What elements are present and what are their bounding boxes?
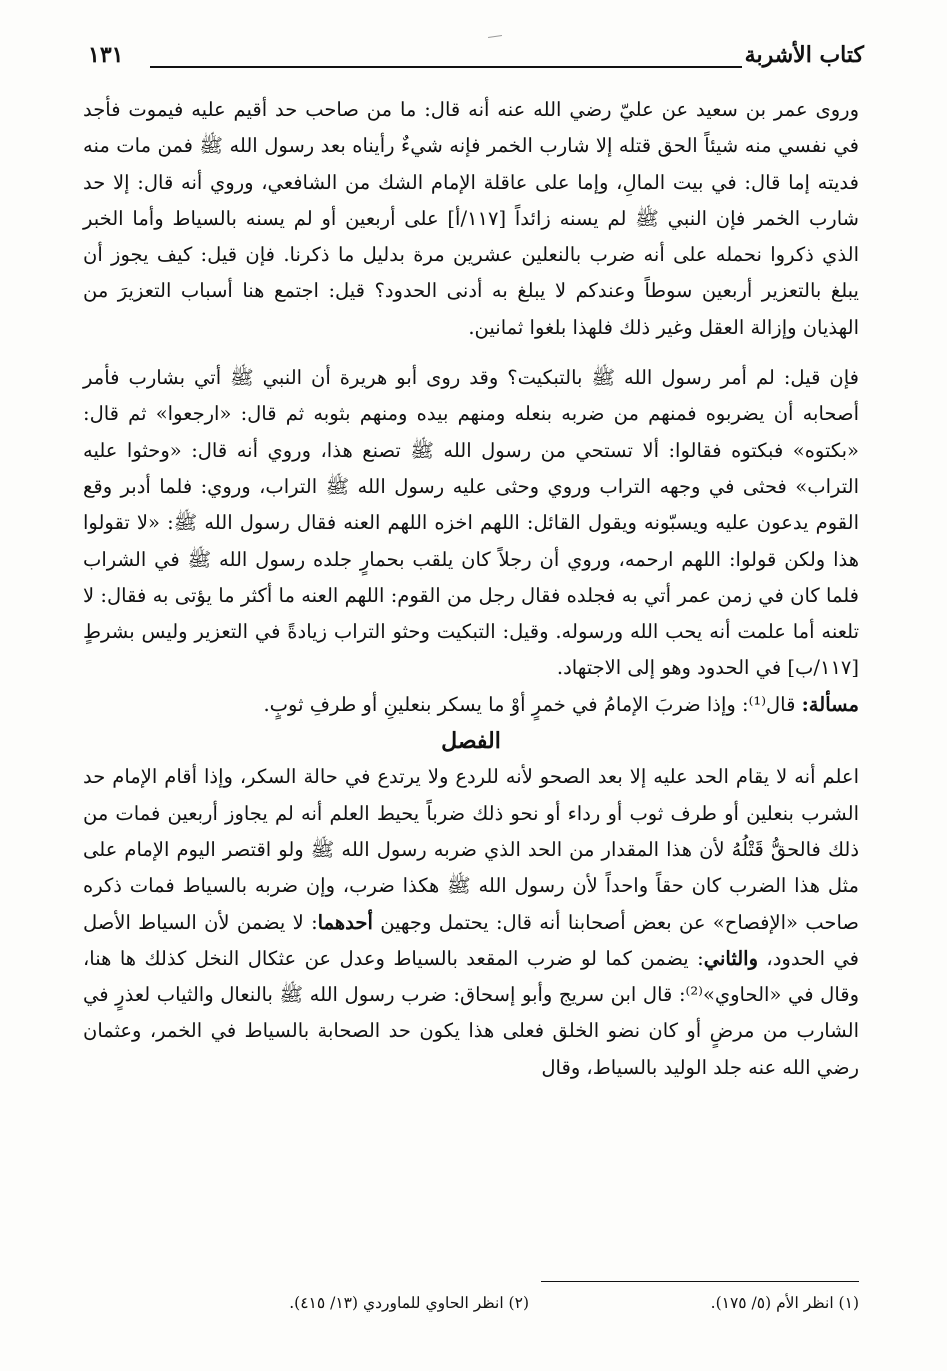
footnote-1: (١) انظر الأم (٥/ ١٧٥). <box>710 1294 859 1312</box>
page-header <box>88 42 864 82</box>
paragraph-3-end: : يضمن كما لو ضرب المقعد بالسياط وعدل عن عثكال النخل كذلك ها هنا، وقال في «الحاوي»⁽²⁾: قال ابن سريج وأبو إسحاق: ضرب رسول الله ﷺ بالنعال والثياب لعذرٍ في الشارب من مرضٍ أو كان نضو الخلق فعلى هذا يكون حد الصحابة بالسياط في الخمر، وعثمان رضي الله عنه جلد الوليد بالسياط، وقال <box>83 946 859 1079</box>
section-title: الفصل <box>441 728 501 755</box>
scan-mark <box>488 35 502 38</box>
paragraph-2: فإن قيل: لم أمر رسول الله ﷺ بالتبكيت؟ وقد روى أبو هريرة أن النبي ﷺ أتي بشارب فأمر أصحابه أن يضربوه فمنهم من ضربه بنعله ومنهم بيده ومنهم بثوبه ثم قال: «ارجعوا» ثم قال: «بكتوه» فبكتوه فقالوا: ألا تستحي من رسول الله ﷺ تصنع هذا، وروي أنه قال: «وحثوا عليه التراب» فحثى في وجهه التراب وروي وحثى عليه رسول الله ﷺ التراب، وروي: فلما أدبر وقع القوم يدعون عليه ويسبّونه ويقول القائل: اللهم اخزه اللهم العنه فقال رسول الله ﷺ: «لا تقولوا هذا ولكن قولوا: اللهم ارحمه، وروي أن رجلاً كان يلقب بحمارٍ جلده رسول الله ﷺ في الشراب فلما كان في زمن عمر أتي به فجلده فقال رجل من القوم: اللهم العنه ما أكثر ما يؤتى به فقال: لا تلعنه أما علمت أنه يحب الله ورسوله. وقيل: التبكيت وحثو التراب زيادةً في التعزير وليس بشرطٍ [١١٧/ب] في الحدود وهو إلى الاجتهاد. <box>83 366 859 680</box>
issue-text: قال⁽¹⁾: وإذا ضربَ الإمامُ في خمرٍ أوْ ما يسكر بنعلينِ أو طرفِ ثوبٍ. <box>263 692 802 716</box>
paragraph-3 <box>83 759 859 1086</box>
footnote-rule <box>541 1281 859 1282</box>
paragraph-3-start: اعلم أنه لا يقام الحد عليه إلا بعد الصحو لأنه للردع ولا يرتدع في حالة السكر، وإذا أقام الإمام حد الشرب بنعلين أو طرف ثوب أو رداء أو نحو ذلك ضرباً يحيط العلم أنه لم يجاوز أربعين فمات من ذلك فالحقُّ قَتْلُهُ لأن هذا المقدار من الحد الذي ضربه رسول الله ﷺ ولو اقتصر اليوم الإمام على مثل هذا الضرب كان حقاً واحداً لأن رسول الله ﷺ هكذا ضرب، وإن ضربه بالسياط فمات ذكره صاحب «الإفصاح» عن بعض أصحابنا أنه قال: يحتمل وجهين <box>83 765 859 934</box>
bold-term-second: والثاني <box>703 946 759 970</box>
paragraph-gap <box>83 346 859 360</box>
paragraph-1: وروى عمر بن سعيد عن عليّ رضي الله عنه أنه قال: ما من صاحب حد أقيم عليه فيموت فأجد في نفسي منه شيئاً الحق قتله إلا شارب الخمر فإنه شيءٌ رأيناه بعد رسول الله ﷺ فمن مات منه فديته إما قال: في بيت المالِ، وإما على عاقلة الإمام الشك من الشافعي، وروي أنه قال: إلا حد شارب الخمر فإن النبي ﷺ لم يسنه زائداً [١١٧/أ] على أربعين أو لم يسنه بالسياط وأما الخبر الذي ذكروا نحمله على أنه ضرب بالنعلين عشرين مرة بدليل ما ذكرنا. فإن قيل: كيف يجوز أن يبلغ بالتعزير أربعين سوطاً وعندكم لا يبلغ به أدنى الحدود؟ قيل: اجتمع هنا أسباب التعزيرَ من الهذيان وإزالة العقل وغير ذلك فلهذا بلغوا ثمانين. <box>83 98 860 339</box>
header-rule <box>150 66 742 68</box>
footnote-2: (٢) انظر الحاوي للماوردي (١٣/ ٤١٥). <box>289 1294 529 1312</box>
bold-term-first: أحدهما <box>317 910 373 934</box>
page-number: ١٣١ <box>88 42 124 68</box>
issue-label: مسألة: <box>801 692 859 716</box>
main-text <box>83 92 859 1086</box>
book-chapter-title: كتاب الأشربة <box>744 42 864 68</box>
issue-statement <box>83 687 859 723</box>
paragraph-3-mid: : لا يضمن لأن السياط الأصل في الحدود، <box>83 910 859 970</box>
